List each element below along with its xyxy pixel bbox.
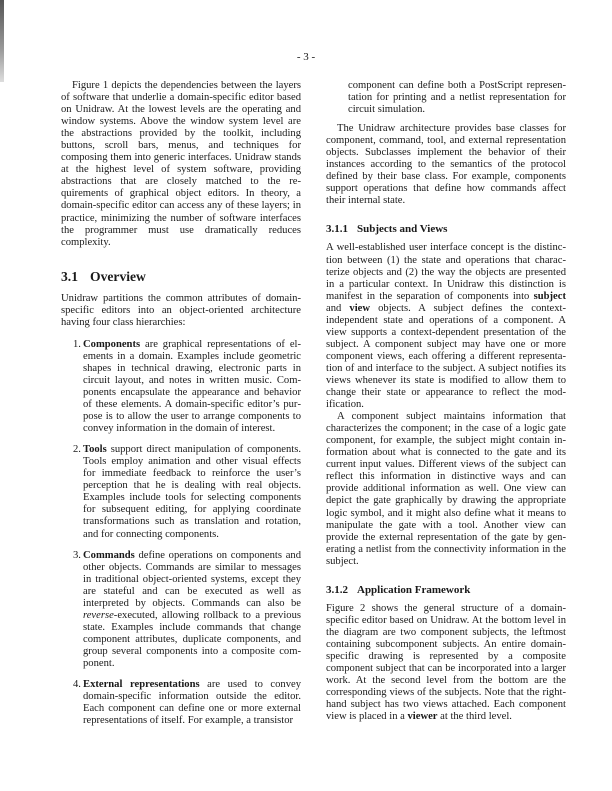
list-item-external-representations [61, 679, 301, 727]
italic-reverse: reverse [83, 609, 114, 621]
term-tools: Tools [83, 444, 107, 456]
item-description: are used to convey domain-specific information outside the editor. Each component can define one or more external representations of itself. For example, a transistor [83, 679, 302, 727]
term-view: view [349, 302, 370, 314]
item-description-cont: -executed, allowing rollback to a previous state. Examples include commands that change component attributes, duplicate components, and group several components into a composite component. [83, 609, 301, 669]
list-item-text [83, 550, 301, 670]
overview-intro: Unidraw partitions the common attributes of domain-specific editors into an object-oriented architecture having four class hierarchies: [61, 292, 301, 328]
term-external-representations: External representations [83, 679, 200, 691]
text-run: A well-established user interface concept is the distinction between (1) the state and operations that characterize objects and (2) the way the objects are presented in a particular context. In Unidraw this distinction is manifest in the separation of components into [326, 242, 566, 302]
subjects-views-paragraph-1 [326, 242, 566, 411]
section-title: Overview [90, 268, 146, 284]
list-number: 3. [73, 549, 81, 561]
page-number: - 3 - [296, 51, 316, 63]
scan-edge-shadow [0, 0, 4, 82]
item-description: support direct manipulation of components. Tools employ animation and other visual effects for immediate feedback to reinforce the user’s perception that he is dealing with real objects. Examples include tools for selecting components for subsequent editing, for applying coordinate transformations such as translation and rotation, and for connecting components. [83, 444, 301, 540]
subsection-number: 3.1.1 [326, 223, 348, 236]
section-number: 3.1 [61, 268, 78, 284]
right-column [326, 80, 566, 723]
text-run: at the third level. [437, 711, 512, 723]
list-item-text [83, 339, 301, 435]
architecture-paragraph: The Unidraw architecture provides base classes for component, command, tool, and external representation objects. Subclasses implement the behavior of their instances according to the semantics of the protocol defined by their base class. For example, components support operations that define how commands affect their internal state. [326, 123, 566, 207]
list-item-tools [61, 444, 301, 540]
term-commands: Commands [83, 549, 135, 561]
list-number: 2. [73, 444, 81, 456]
left-column [61, 80, 301, 736]
subsection-heading-subjects-views [326, 223, 566, 236]
term-viewer: viewer [407, 711, 438, 723]
subsection-title: Subjects and Views [357, 223, 448, 236]
text-run: Figure 2 shows the general structure of a domain-specific editor based on Unidraw. At the bottom level in the diagram are two component subjects, the leftmost containing subcomponent subjects. An entire domain-specific drawing is represented by a composite component subject that can be incorporated into a larger work. At the second level from the bottom are the corresponding views of the subjects. Note that the right-hand subject has two views attached. Each component view is placed in a [326, 602, 566, 723]
text-run: objects. A subject defines the context-independent state and operations of a component. A view supports a context-dependent presentation of the subject. A component subject may have one or more component views, each offering a different representation of and interface to the subject. A subject notifies its views whenever its state is modified to allow them to change their state or appearance to reflect the modification. [326, 302, 566, 411]
list-item-components [61, 339, 301, 435]
term-components: Components [83, 338, 141, 350]
class-hierarchy-list [61, 339, 301, 727]
subsection-number: 3.1.2 [326, 583, 348, 596]
list-number: 1. [73, 338, 81, 350]
subsection-title: Application Framework [357, 583, 471, 596]
item-description: are graphical representations of elements in a domain. Examples include geometric shapes in technical drawing, electronic parts in circuit layout, and notes in written music. Components encapsulate the appearance and behavior of these elements. A domain-specific editor’s purpose is to allow the user to arrange components to convey information in the domain of interest. [83, 338, 301, 435]
intro-paragraph: Figure 1 depicts the dependencies between the layers of software that underlie a domain-specific editor based on Unidraw. At the lowest levels are the operating and window systems. Above the window system level are the abstractions provided by the toolkit, including buttons, scroll bars, menus, and techniques for composing them into generic interfaces. Unidraw stands at the highest level of system software, providing abstractions that are closely matched to the requirements of graphical object editors. In theory, a domain-specific editor can access any of these layers; in practice, minimizing the number of software interfaces the programmer must use dramatically reduces complexity. [61, 80, 301, 248]
item4-continuation: component can define both a PostScript representation for printing and a netlist representation for circuit simulation. [348, 80, 566, 116]
list-item-commands [61, 550, 301, 670]
text-run: and [326, 302, 350, 314]
list-item-text [83, 444, 301, 540]
item-description: define operations on components and other objects. Commands are similar to messages in traditional object-oriented systems, except they are stateful and can be executed as well as interpreted by objects. Commands can also be [83, 549, 301, 609]
list-number: 4. [73, 679, 81, 691]
subsection-heading-application-framework [326, 584, 566, 597]
subjects-views-paragraph-2: A component subject maintains information that characterizes the component; in the case of a logic gate component, for example, the subject might contain information about what is connected to the gate and its current input values. Different views of the subject can reflect this information in distinctive ways and can provide additional information as well. One view can depict the gate graphically by drawing the appropriate logic symbol, and it might also define what it means to manipulate the gate with a tool. Another view can provide the external representation of the gate by generating a netlist from the connectivity information in the subject. [326, 411, 566, 567]
list-item-text [83, 679, 301, 727]
application-framework-paragraph [326, 603, 566, 723]
term-subject: subject [533, 290, 566, 302]
section-heading-overview [61, 269, 301, 284]
